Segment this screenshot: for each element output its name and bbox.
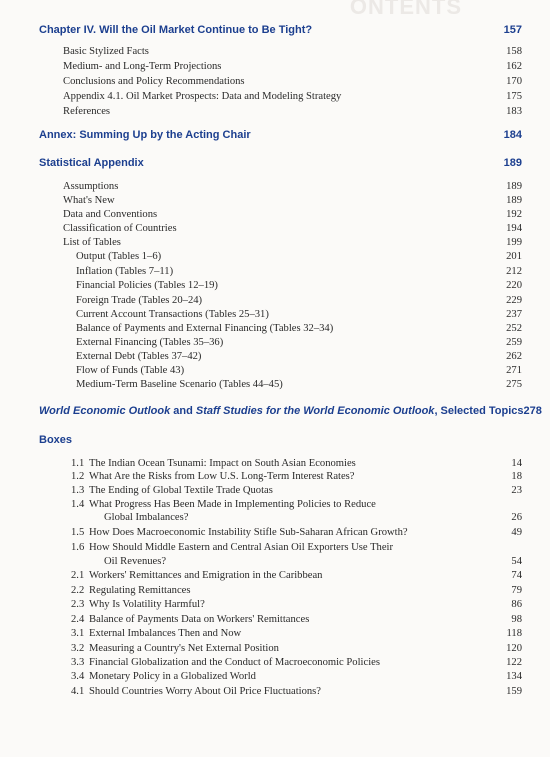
box-title: Measuring a Country's Net External Position bbox=[89, 643, 279, 654]
box-page: 23 bbox=[511, 485, 522, 496]
section-heading-annex[interactable] bbox=[39, 129, 522, 141]
entry-title: References bbox=[63, 106, 111, 117]
box-number: 1.1 bbox=[71, 458, 85, 469]
entry-title: Assumptions bbox=[63, 181, 119, 192]
entry-page: 237 bbox=[506, 309, 522, 320]
box-number: 1.5 bbox=[71, 527, 85, 538]
entry-page: 189 bbox=[506, 181, 522, 192]
box-number: 3.1 bbox=[71, 628, 85, 639]
box-number: 1.6 bbox=[71, 542, 85, 553]
box-number: 3.4 bbox=[71, 671, 85, 682]
box-page: 79 bbox=[511, 585, 522, 596]
entry-page: 220 bbox=[506, 280, 522, 291]
box-number: 2.3 bbox=[71, 599, 85, 610]
entry-page: 175 bbox=[506, 91, 522, 102]
box-number: 1.3 bbox=[71, 485, 85, 496]
section-heading-chapter-iv[interactable] bbox=[39, 24, 522, 36]
box-number: 2.4 bbox=[71, 614, 85, 625]
section-title bbox=[39, 405, 524, 417]
entry-title: External Financing (Tables 35–36) bbox=[76, 337, 224, 348]
entry-page: 183 bbox=[506, 106, 522, 117]
box-title: The Ending of Global Textile Trade Quotas bbox=[89, 485, 273, 496]
entry-page: 212 bbox=[506, 266, 522, 277]
section-title: Statistical Appendix bbox=[39, 157, 144, 169]
box-page: 159 bbox=[506, 686, 522, 697]
box-number: 4.1 bbox=[71, 686, 85, 697]
entry-page: 158 bbox=[506, 46, 522, 57]
section-title: Boxes bbox=[39, 434, 73, 446]
entry-title: Data and Conventions bbox=[63, 209, 158, 220]
box-page: 118 bbox=[506, 628, 522, 639]
section-title-part: World Economic Outlook bbox=[39, 405, 171, 417]
entry-title: External Debt (Tables 37–42) bbox=[76, 351, 202, 362]
section-page: 157 bbox=[503, 24, 522, 36]
entry-page: 252 bbox=[506, 323, 522, 334]
section-page: 189 bbox=[503, 157, 522, 169]
entry-page: 189 bbox=[506, 195, 522, 206]
entry-page: 229 bbox=[506, 295, 522, 306]
box-title: How Should Middle Eastern and Central Asian Oil Exporters Use Their bbox=[89, 542, 394, 553]
entry-title: Output (Tables 1–6) bbox=[76, 251, 162, 262]
section-page: 184 bbox=[503, 129, 522, 141]
entry-page: 262 bbox=[506, 351, 522, 362]
entry-page: 192 bbox=[506, 209, 522, 220]
entry-page: 275 bbox=[506, 379, 522, 390]
box-title: What Progress Has Been Made in Implementing Policies to Reduce bbox=[89, 499, 376, 510]
box-title: What Are the Risks from Low U.S. Long-Term Interest Rates? bbox=[89, 471, 355, 482]
box-number: 2.1 bbox=[71, 570, 85, 581]
box-page: 54 bbox=[511, 556, 522, 567]
entry-title: List of Tables bbox=[63, 237, 121, 248]
section-title: Chapter IV. Will the Oil Market Continue to Be Tight? bbox=[39, 24, 313, 36]
section-heading-statistical-appendix[interactable] bbox=[39, 157, 522, 169]
watermark: ONTENTS bbox=[349, 0, 462, 19]
entry-title: Classification of Countries bbox=[63, 223, 177, 234]
section-page: 278 bbox=[523, 405, 542, 417]
box-page: 122 bbox=[506, 657, 522, 668]
entry-title: Flow of Funds (Table 43) bbox=[76, 365, 185, 376]
box-title: How Does Macroeconomic Instability Stifle Sub-Saharan African Growth? bbox=[89, 527, 408, 538]
box-page: 86 bbox=[511, 599, 522, 610]
box-number: 1.2 bbox=[71, 471, 85, 482]
box-number: 2.2 bbox=[71, 585, 85, 596]
box-title: Why Is Volatility Harmful? bbox=[89, 599, 205, 610]
box-title-continued: Global Imbalances? bbox=[104, 512, 189, 523]
entry-page: 194 bbox=[506, 223, 522, 234]
box-title: Workers' Remittances and Emigration in the Caribbean bbox=[89, 570, 323, 581]
box-page: 14 bbox=[511, 458, 522, 469]
section-title-part: and bbox=[170, 405, 196, 417]
entry-page: 271 bbox=[506, 365, 522, 376]
entry-title: Inflation (Tables 7–11) bbox=[76, 266, 174, 277]
entry-title: Basic Stylized Facts bbox=[63, 46, 149, 57]
entry-title: Foreign Trade (Tables 20–24) bbox=[76, 295, 203, 306]
box-number: 3.3 bbox=[71, 657, 85, 668]
box-number: 1.4 bbox=[71, 499, 85, 510]
box-page: 49 bbox=[511, 527, 522, 538]
section-title: Annex: Summing Up by the Acting Chair bbox=[39, 129, 251, 141]
section-title-part: , Selected Topics bbox=[434, 405, 524, 417]
entry-title: Conclusions and Policy Recommendations bbox=[63, 76, 245, 87]
entry-title: Current Account Transactions (Tables 25–31) bbox=[76, 309, 269, 320]
box-page: 134 bbox=[506, 671, 522, 682]
entry-page: 162 bbox=[506, 61, 522, 72]
entry-title: Medium- and Long-Term Projections bbox=[63, 61, 222, 72]
box-title: Financial Globalization and the Conduct of Macroeconomic Policies bbox=[89, 657, 380, 668]
entry-title: Appendix 4.1. Oil Market Prospects: Data and Modeling Strategy bbox=[63, 91, 342, 102]
entry-page: 199 bbox=[506, 237, 522, 248]
section-title-part: Staff Studies for the World Economic Outlook bbox=[195, 405, 435, 417]
box-page: 74 bbox=[511, 570, 522, 581]
entry-page: 201 bbox=[506, 251, 522, 262]
entry-title: What's New bbox=[63, 195, 115, 206]
section-heading-selected-topics[interactable] bbox=[39, 405, 542, 417]
entry-page: 170 bbox=[506, 76, 522, 87]
box-title: Balance of Payments Data on Workers' Remittances bbox=[89, 614, 310, 625]
box-title: Monetary Policy in a Globalized World bbox=[89, 671, 256, 682]
box-page: 26 bbox=[511, 512, 522, 523]
box-page: 98 bbox=[511, 614, 522, 625]
entry-page: 259 bbox=[506, 337, 522, 348]
box-title: The Indian Ocean Tsunami: Impact on South Asian Economies bbox=[89, 458, 356, 469]
box-number: 3.2 bbox=[71, 643, 85, 654]
box-title: Regulating Remittances bbox=[89, 585, 191, 596]
entry-title: Financial Policies (Tables 12–19) bbox=[76, 280, 218, 291]
box-page: 120 bbox=[506, 643, 522, 654]
entry-title: Medium-Term Baseline Scenario (Tables 44–45) bbox=[76, 379, 283, 390]
box-title: Should Countries Worry About Oil Price Fluctuations? bbox=[89, 686, 322, 697]
section-heading-boxes bbox=[39, 434, 522, 446]
entry-title: Balance of Payments and External Financing (Tables 32–34) bbox=[76, 323, 334, 334]
box-title-continued: Oil Revenues? bbox=[104, 556, 167, 567]
box-page: 18 bbox=[511, 471, 522, 482]
box-title: External Imbalances Then and Now bbox=[89, 628, 242, 639]
